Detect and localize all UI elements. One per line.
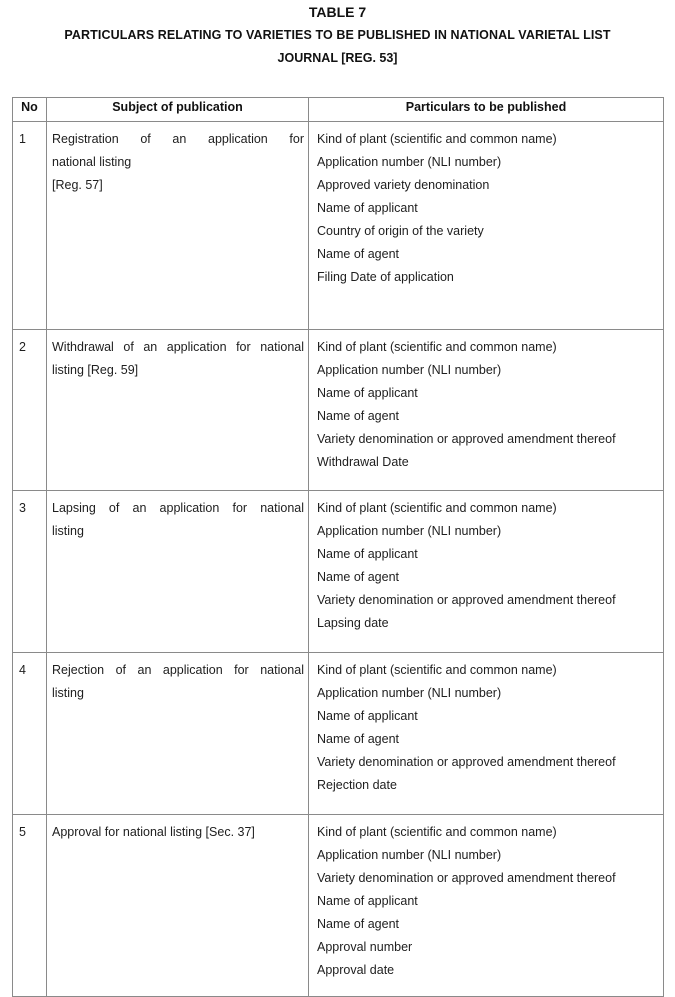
particular-item: Application number (NLI number) [317, 848, 502, 862]
header-particulars: Particulars to be published [309, 98, 664, 122]
row-number: 2 [19, 340, 26, 354]
subject-line: listing [52, 524, 84, 538]
row-number-cell [13, 491, 47, 653]
particular-item: Filing Date of application [317, 270, 454, 284]
particular-item: Variety denomination or approved amendment thereof [317, 871, 616, 885]
table-row [13, 491, 664, 653]
table-title: TABLE 7 [308, 4, 367, 20]
particular-item: Variety denomination or approved amendment thereof [317, 755, 616, 769]
subject-line: [Reg. 57] [52, 178, 103, 192]
particular-item: Rejection date [317, 778, 397, 792]
subject-cell [47, 330, 309, 491]
table-row [13, 653, 664, 815]
row-number-cell [13, 122, 47, 330]
particular-item: Variety denomination or approved amendment thereof [317, 593, 616, 607]
table-subtitle-line-2: JOURNAL [REG. 53] [277, 51, 398, 65]
particular-item: Application number (NLI number) [317, 363, 502, 377]
row-number: 5 [19, 825, 26, 839]
particulars-cell [309, 815, 664, 997]
particular-item: Kind of plant (scientific and common name) [317, 340, 557, 354]
header-no: No [13, 98, 47, 122]
table-subtitle-line-1: PARTICULARS RELATING TO VARIETIES TO BE PUBLISHED IN NATIONAL VARIETAL LIST [64, 28, 611, 42]
subject-line: listing [52, 686, 84, 700]
particulars-cell [309, 653, 664, 815]
particular-item: Approval number [317, 940, 413, 954]
particular-item: Application number (NLI number) [317, 524, 502, 538]
table-header-row [13, 98, 664, 122]
particular-item: Withdrawal Date [317, 455, 409, 469]
particulars-cell [309, 122, 664, 330]
particular-item: Country of origin of the variety [317, 224, 484, 238]
row-number-cell [13, 330, 47, 491]
table-row [13, 815, 664, 997]
particular-item: Name of agent [317, 247, 399, 261]
particular-item: Kind of plant (scientific and common name) [317, 501, 557, 515]
particular-item: Name of agent [317, 917, 399, 931]
publication-particulars-table [12, 97, 664, 997]
particular-item: Name of applicant [317, 709, 418, 723]
subject-cell [47, 491, 309, 653]
particular-item: Application number (NLI number) [317, 155, 502, 169]
subject-cell [47, 815, 309, 997]
particular-item: Approval date [317, 963, 395, 977]
subject-line: listing [Reg. 59] [52, 363, 139, 377]
table-row [13, 122, 664, 330]
particular-item: Name of applicant [317, 386, 418, 400]
row-number-cell [13, 653, 47, 815]
particular-item: Lapsing date [317, 616, 389, 630]
particular-item: Variety denomination or approved amendment thereof [317, 432, 616, 446]
particular-item: Kind of plant (scientific and common name) [317, 132, 557, 146]
subject-line: Withdrawal of an application for national [52, 340, 304, 354]
particular-item: Name of applicant [317, 547, 418, 561]
subject-line: Lapsing of an application for national [52, 501, 304, 515]
row-number: 4 [19, 663, 26, 677]
particular-item: Name of agent [317, 409, 399, 423]
table-row [13, 330, 664, 491]
particulars-cell [309, 330, 664, 491]
particular-item: Name of applicant [317, 894, 418, 908]
subject-line: Approval for national listing [Sec. 37] [52, 825, 255, 839]
subject-line: Registration of an application for [52, 132, 304, 146]
row-number-cell [13, 815, 47, 997]
particular-item: Name of agent [317, 732, 399, 746]
row-number: 1 [19, 132, 26, 146]
particular-item: Kind of plant (scientific and common name) [317, 825, 557, 839]
particulars-cell [309, 491, 664, 653]
subject-cell [47, 122, 309, 330]
particular-item: Kind of plant (scientific and common name) [317, 663, 557, 677]
subject-cell [47, 653, 309, 815]
particular-item: Name of applicant [317, 201, 418, 215]
row-number: 3 [19, 501, 26, 515]
subject-line: national listing [52, 155, 132, 169]
subject-line: Rejection of an application for national [52, 663, 304, 677]
particular-item: Name of agent [317, 570, 399, 584]
particular-item: Application number (NLI number) [317, 686, 502, 700]
particular-item: Approved variety denomination [317, 178, 490, 192]
header-subject: Subject of publication [47, 98, 309, 122]
